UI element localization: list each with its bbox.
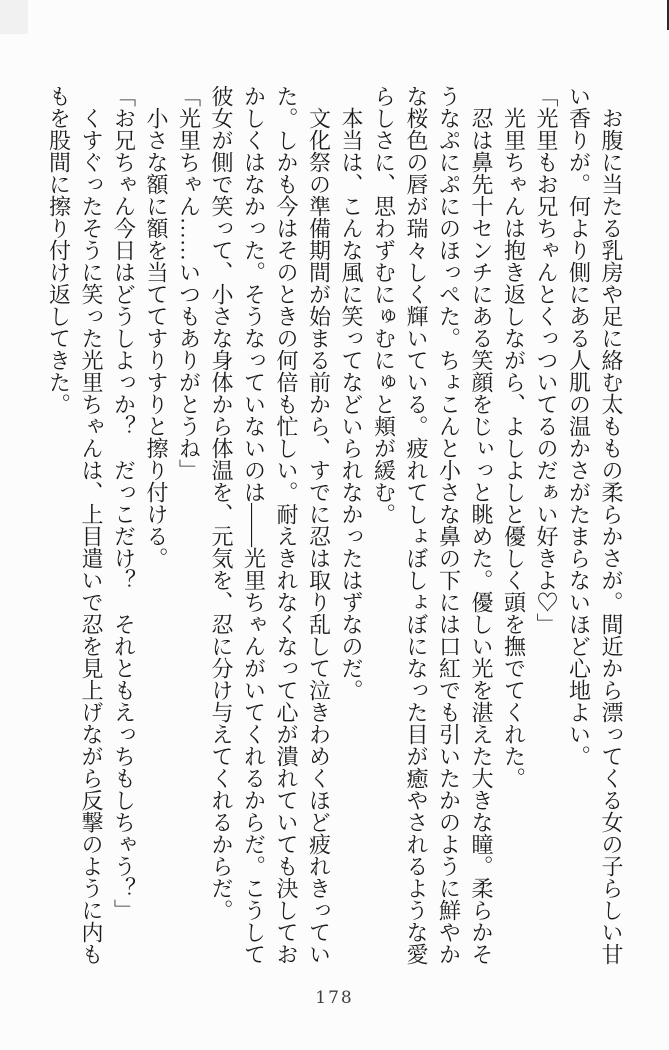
text-column: 「光里もお兄ちゃんとくっついてるのだぁい好きよ♡」 [534,85,559,635]
text-column: もを股間に擦り付け返してきた。 [46,85,72,415]
text-column: くすぐったそうに笑った光里ちゃんは、上目遣いで忍を見上げながら反撃のように内も [79,85,104,965]
text-column: た。しかも今はそのときの何倍も忙しい。耐えきれなくなって心が潰れていても決してお [274,85,299,965]
text-column: い香りが。何より側にある人肌の温かさがたまらないほど心地よい。 [566,85,592,767]
text-column: 「お兄ちゃん今日はどうしよっか？ だっこだけ？ それともえっちもしちゃう？」 [111,85,137,921]
scan-corner-artifact [0,0,28,34]
text-column: 「光里ちゃん……いつもありがとうね」 [176,85,202,481]
text-column: 小さな額に額を当ててすりすりと擦り付ける。 [144,85,169,569]
text-column: 光里ちゃんは抱き返しながら、よしよしと優しく頭を撫でてくれた。 [501,85,527,789]
page-number: 178 [315,988,354,1008]
text-column: らしさに、思わずむにゅむにゅと頬が緩む。 [371,85,397,525]
text-column: うなぷにぷにのほっぺた。ちょこんと小さな鼻の下には口紅でも引いたかのように鮮やか [436,85,462,965]
text-column: 彼女が側で笑って、小さな身体から体温を、元気を、忍に分け与えてくれるからだ。 [209,85,234,921]
text-column: 本当は、こんな風に笑ってなどいられなかったはずなのだ。 [339,85,364,701]
text-column: 文化祭の準備期間が始まる前から、すでに忍は取り乱して泣きわめくほど疲れきってい [306,85,332,965]
text-column: 忍は鼻先十センチにある笑顔をじぃっと眺めた。優しい光を湛えた大きな瞳。柔らかそ [469,85,494,965]
text-column: お腹に当たる乳房や足に絡む太ももの柔らかさが。間近から漂ってくる女の子らしい甘 [599,85,624,965]
text-column: かしくはなかった。そうなっていないのは――光里ちゃんがいてくれるからだ。こうして [241,85,267,965]
vertical-text-body [42,85,627,967]
text-column: な桜色の唇が瑞々しく輝いている。疲れてしょぼしょぼになった目が癒やされるような愛 [404,85,429,965]
